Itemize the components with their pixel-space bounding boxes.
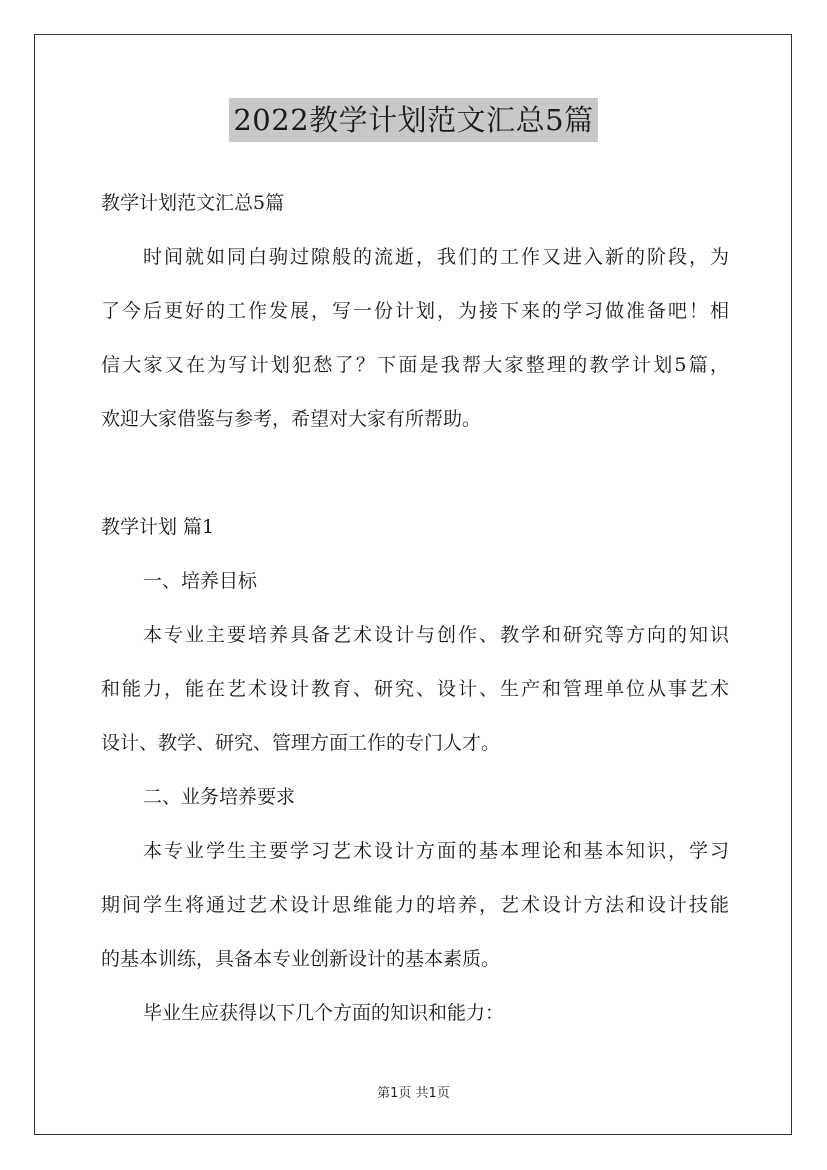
paragraph-line: 本专业主要培养具备艺术设计与创作、教学和研究等方向的知识 — [143, 624, 729, 646]
intro-line: 欢迎大家借鉴与参考，希望对大家有所帮助。 — [101, 408, 482, 430]
document-title: 2022教学计划范文汇总5篇 — [229, 98, 597, 142]
intro-line: 时间就如同白驹过隙般的流逝，我们的工作又进入新的阶段，为 — [143, 246, 729, 268]
page-footer: 第1页 共1页 — [377, 1086, 450, 1101]
paragraph-line: 毕业生应获得以下几个方面的知识和能力： — [143, 1002, 505, 1024]
paragraph-line: 和能力，能在艺术设计教育、研究、设计、生产和管理单位从事艺术 — [101, 678, 729, 700]
intro-line: 了今后更好的工作发展，写一份计划，为接下来的学习做准备吧！相 — [101, 300, 729, 322]
intro-line: 信大家又在为写计划犯愁了？下面是我帮大家整理的教学计划5篇， — [101, 354, 729, 376]
paragraph-line: 期间学生将通过艺术设计思维能力的培养，艺术设计方法和设计技能 — [101, 894, 729, 916]
paragraph-line: 设计、教学、研究、管理方面工作的专门人才。 — [101, 732, 501, 754]
heading-training-goal: 一、培养目标 — [143, 570, 258, 592]
section-heading: 教学计划 篇1 — [101, 516, 215, 538]
document-body — [101, 176, 729, 1040]
heading-requirements: 二、业务培养要求 — [143, 786, 296, 808]
paragraph-line: 本专业学生主要学习艺术设计方面的基本理论和基本知识，学习 — [143, 840, 729, 862]
paragraph-line: 的基本训练，具备本专业创新设计的基本素质。 — [101, 948, 501, 970]
blank-line — [101, 446, 729, 500]
title-container — [0, 98, 827, 142]
document-subtitle: 教学计划范文汇总5篇 — [101, 192, 285, 214]
